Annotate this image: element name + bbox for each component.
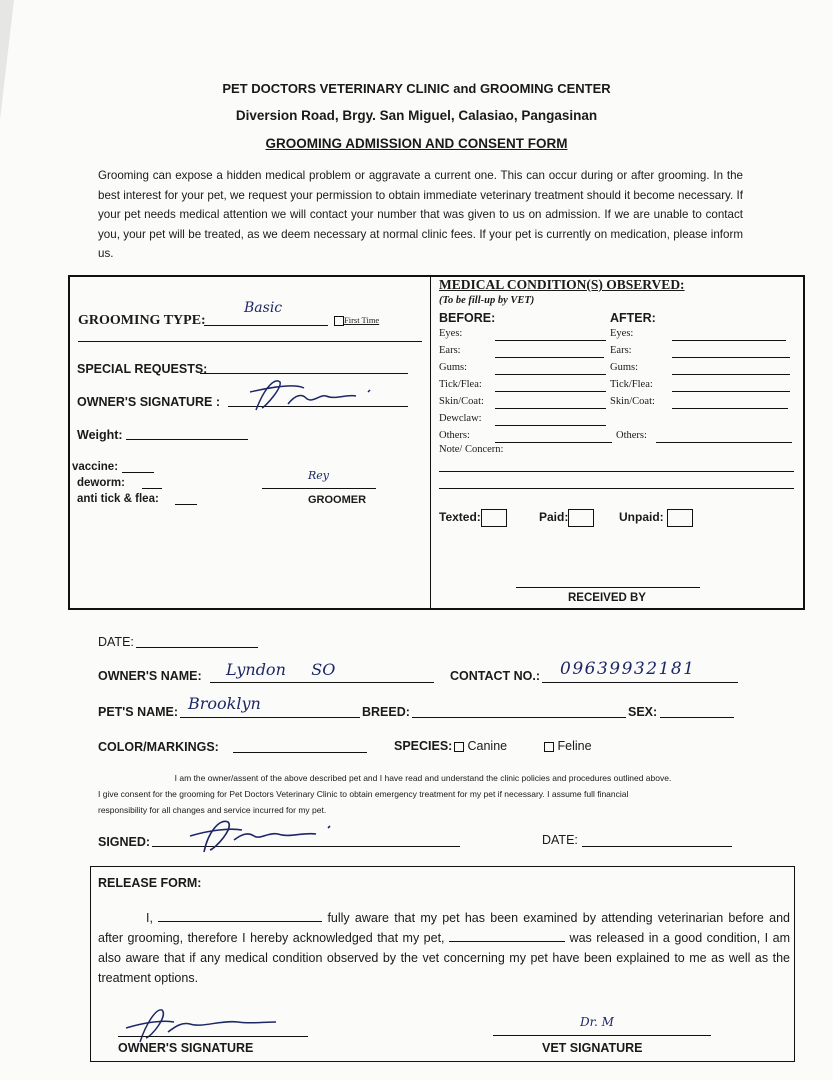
before-item-field[interactable] <box>495 357 604 358</box>
page-fold <box>0 0 14 120</box>
date2-label: DATE: <box>542 833 578 847</box>
after-item-label: Gums: <box>610 362 639 373</box>
intro-paragraph: Grooming can expose a hidden medical problem or aggravate a current one. This can occur during or after grooming. In the best interest for your pet, we request your permission to obtain immediate veterinary treatment should it become necessary. If your pet needs medical attention we will contact your number that was given to us on admission. If we are unable to contact you, your pet will be treated, as we deem necessary at normal clinic fees. If your pet is currently on medication, please inform us. <box>98 169 743 260</box>
vaccine-label: vaccine: <box>72 461 119 473</box>
deworm-field[interactable] <box>142 488 162 489</box>
grooming-type-label: GROOMING TYPE: <box>78 313 206 328</box>
before-item-label: Others: <box>439 430 470 441</box>
after-item-label: Ears: <box>610 345 632 356</box>
release-owner-signature-field[interactable] <box>118 1036 308 1037</box>
before-item-label: Eyes: <box>439 328 463 339</box>
after-label: AFTER: <box>610 311 656 325</box>
sex-field[interactable] <box>660 717 734 718</box>
before-item-label: Dewclaw: <box>439 413 482 424</box>
after-item-field[interactable] <box>656 442 792 443</box>
release-owner-signature-label: OWNER'S SIGNATURE <box>118 1041 254 1055</box>
deworm-label: deworm: <box>77 477 125 489</box>
contact-label: CONTACT NO.: <box>450 669 541 683</box>
before-item-label: Ears: <box>439 345 461 356</box>
release-text-3: was released in a good condition, I am also aware that if any medical condition observed by the vet concerning my pet have been explained to me as well as the treatment options. <box>98 931 790 985</box>
canine-label: Canine <box>467 739 508 753</box>
note-line-2[interactable] <box>439 488 794 489</box>
grooming-type-field[interactable] <box>204 325 328 326</box>
color-markings-field[interactable] <box>233 752 367 753</box>
groomer-field[interactable] <box>262 488 376 489</box>
special-requests-label: SPECIAL REQUESTS: <box>77 362 208 376</box>
signed-signature-scribble <box>180 812 350 858</box>
medical-subtitle: (To be fill-up by VET) <box>439 295 535 306</box>
texted-checkbox[interactable] <box>439 509 507 527</box>
first-time-box[interactable] <box>334 316 344 326</box>
after-item-label: Skin/Coat: <box>610 396 655 407</box>
breed-field[interactable] <box>412 717 626 718</box>
after-item-field[interactable] <box>672 357 790 358</box>
after-item-label: Eyes: <box>610 328 634 339</box>
before-item-field[interactable] <box>495 442 612 443</box>
paid-box[interactable] <box>568 509 594 527</box>
feline-checkbox[interactable] <box>544 742 554 752</box>
vet-signature-field[interactable] <box>493 1035 711 1036</box>
owner-name-label: OWNER'S NAME: <box>98 669 202 683</box>
unpaid-checkbox[interactable] <box>619 509 693 527</box>
texted-label: Texted: <box>439 510 481 525</box>
weight-label: Weight: <box>77 428 123 442</box>
date-field[interactable] <box>136 647 258 648</box>
release-owner-name-field[interactable] <box>158 909 322 922</box>
after-item-label: Others: <box>616 430 647 441</box>
before-item-field[interactable] <box>495 425 606 426</box>
anti-tick-field[interactable] <box>175 504 197 505</box>
owner-signature-label: OWNER'S SIGNATURE : <box>77 395 221 409</box>
owner-signature-scribble <box>236 374 386 414</box>
owner-name-field[interactable] <box>210 682 434 683</box>
signed-label: SIGNED: <box>98 835 151 849</box>
unpaid-box[interactable] <box>667 509 693 527</box>
box-divider <box>430 277 431 608</box>
groomer-value: Rey <box>308 469 330 482</box>
pet-name-value: Brooklyn <box>188 694 261 713</box>
paid-checkbox[interactable] <box>539 509 594 527</box>
after-item-field[interactable] <box>672 391 790 392</box>
paid-label: Paid: <box>539 510 569 525</box>
clinic-name: PET DOCTORS VETERINARY CLINIC and GROOMING CENTER <box>222 81 611 96</box>
anti-tick-label: anti tick & flea: <box>77 493 159 505</box>
sex-label: SEX: <box>628 705 658 719</box>
canine-checkbox[interactable] <box>454 742 464 752</box>
first-time-label: First Time <box>344 315 380 325</box>
grooming-type-value: Basic <box>244 300 283 316</box>
consent-line-2: I give consent for the grooming for Pet Doctors Veterinary Clinic to obtain emergency treatment for my pet if necessary. I assume full financial <box>98 789 629 799</box>
release-text-2: fully aware that my pet has been examined by attending veterinarian before and after grooming, therefore I hereby acknowledged that my pet, <box>98 911 790 945</box>
pet-name-field[interactable] <box>180 717 360 718</box>
vet-signature-value: Dr. M <box>580 1015 614 1029</box>
feline-label: Feline <box>557 739 592 753</box>
before-item-field[interactable] <box>495 391 606 392</box>
medical-title: MEDICAL CONDITION(S) OBSERVED: <box>439 277 685 292</box>
date2-field[interactable] <box>582 846 732 847</box>
release-paragraph <box>98 908 790 988</box>
pet-name-label: PET'S NAME: <box>98 705 179 719</box>
species-feline-option[interactable] <box>544 739 592 753</box>
note-concern-label: Note/ Concern: <box>439 444 504 455</box>
breed-label: BREED: <box>362 705 410 719</box>
before-item-field[interactable] <box>495 374 606 375</box>
color-markings-label: COLOR/MARKINGS: <box>98 740 219 754</box>
release-pet-name-field[interactable] <box>449 929 565 942</box>
owner-name-value: Lyndon SO <box>226 660 336 679</box>
contact-value: 09639932181 <box>560 659 696 679</box>
note-line-1[interactable] <box>439 471 794 472</box>
weight-field[interactable] <box>126 439 248 440</box>
texted-box[interactable] <box>481 509 507 527</box>
grooming-type-line2[interactable] <box>78 341 422 342</box>
after-item-field[interactable] <box>672 340 786 341</box>
form-title: GROOMING ADMISSION AND CONSENT FORM <box>265 136 568 151</box>
received-by-field[interactable] <box>516 587 700 588</box>
before-item-field[interactable] <box>495 408 606 409</box>
vaccine-field[interactable] <box>122 472 154 473</box>
release-text-1: I, <box>146 911 153 925</box>
vet-signature-label: VET SIGNATURE <box>542 1041 643 1055</box>
first-time-checkbox[interactable] <box>334 315 379 326</box>
species-label: SPECIES: <box>394 739 453 753</box>
consent-line-1: I am the owner/assent of the above described pet and I have read and understand the clinic policies and procedures outlined above. <box>174 773 672 783</box>
date-label: DATE: <box>98 635 134 649</box>
after-item-label: Tick/Flea: <box>610 379 653 390</box>
consent-line-3: responsibility for all changes and service incurred for my pet. <box>98 805 327 815</box>
before-label: BEFORE: <box>439 311 496 325</box>
groomer-label: GROOMER <box>308 494 367 506</box>
unpaid-label: Unpaid: <box>619 510 664 525</box>
before-item-label: Tick/Flea: <box>439 379 482 390</box>
contact-field[interactable] <box>542 682 738 683</box>
before-item-label: Skin/Coat: <box>439 396 484 407</box>
release-title: RELEASE FORM: <box>98 876 202 890</box>
before-item-field[interactable] <box>495 340 606 341</box>
species-canine-option[interactable] <box>454 739 507 753</box>
clinic-address: Diversion Road, Brgy. San Miguel, Calasiao, Pangasinan <box>235 108 598 123</box>
received-by-label: RECEIVED BY <box>568 592 646 604</box>
after-item-field[interactable] <box>672 374 790 375</box>
before-item-label: Gums: <box>439 362 468 373</box>
after-item-field[interactable] <box>672 408 788 409</box>
